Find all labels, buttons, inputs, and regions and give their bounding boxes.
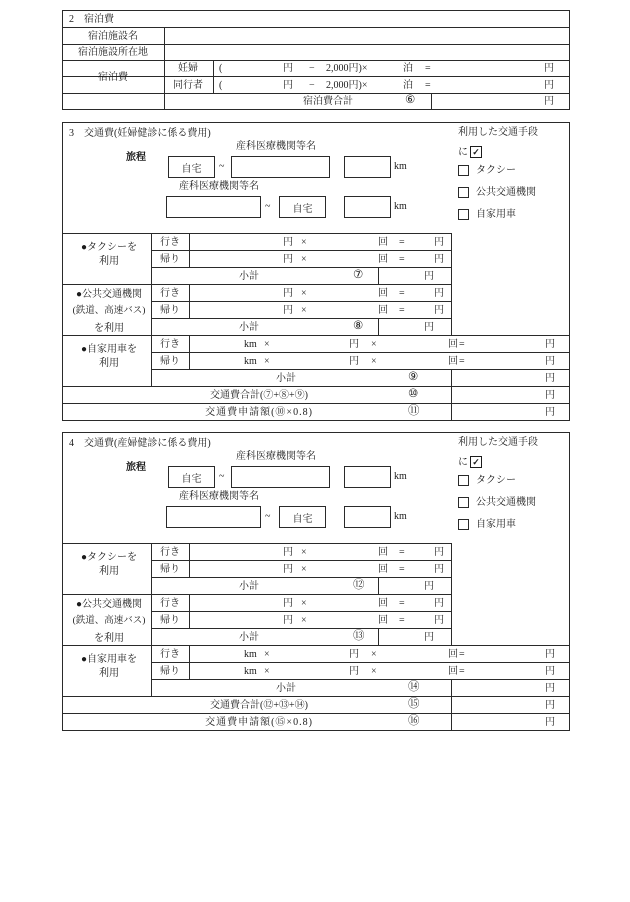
taxi-row-label: 利用	[99, 566, 119, 577]
person-type-label: 同行者	[173, 80, 203, 91]
yen-unit: 円	[283, 615, 293, 626]
itinerary-label: 旅程	[126, 152, 146, 163]
km-unit: km	[394, 511, 407, 522]
grid-line	[189, 543, 190, 577]
home-label: 自宅	[181, 163, 202, 175]
grid-line	[63, 403, 569, 404]
km-unit: km	[394, 161, 407, 172]
yen-unit: 円	[349, 649, 359, 660]
taxi-row-label: ●タクシーを	[80, 242, 138, 253]
transport-used-header: 利用した交通手段	[458, 127, 538, 138]
grid-line	[151, 611, 451, 612]
lodging-section	[62, 10, 570, 110]
count-unit: 回	[378, 288, 388, 299]
count-unit: 回	[448, 356, 458, 367]
count-unit: 回	[378, 547, 388, 558]
facility-name-header: 産科医療機関等名	[179, 491, 259, 502]
equals-sign: =	[459, 666, 465, 677]
yen-unit: 円	[349, 339, 359, 350]
back-label: 帰り	[160, 666, 180, 677]
go-label: 行き	[160, 598, 180, 609]
yen-unit: 円	[545, 339, 555, 350]
grid-line	[63, 696, 569, 697]
grid-line	[63, 713, 569, 714]
transport-total-mark: ⑩	[408, 388, 419, 400]
times-sign: ×	[301, 615, 307, 626]
subtotal-label: 小計	[239, 632, 259, 643]
grid-line	[378, 267, 379, 284]
lodging-total-input[interactable]	[433, 94, 538, 108]
yen-unit: 円	[434, 598, 444, 609]
private-car-checkbox[interactable]	[458, 519, 469, 530]
public-row-label: を利用	[94, 633, 124, 644]
times-sign: ×	[264, 649, 270, 660]
count-unit: 回	[378, 564, 388, 575]
facility-name-header: 産科医療機関等名	[236, 451, 316, 462]
equals-sign: =	[399, 547, 405, 558]
km-unit: km	[244, 339, 257, 350]
taxi-checkbox-label: タクシー	[476, 165, 516, 176]
tilde: ~	[265, 511, 271, 522]
yen-unit: 円	[434, 305, 444, 316]
facility-name-input-cell[interactable]	[165, 28, 568, 43]
count-unit: 回	[448, 666, 458, 677]
grid-line	[189, 233, 190, 267]
yen-unit: 円	[434, 254, 444, 265]
equals-sign: =	[399, 598, 405, 609]
car-row-label: ●自家用車を	[80, 344, 138, 355]
grid-line	[151, 250, 451, 251]
grid-line	[151, 369, 569, 370]
grid-line	[451, 233, 452, 335]
subtotal-label: 小計	[276, 373, 296, 384]
yen-unit: 円	[545, 700, 555, 711]
public-row-label: (鉄道、高速バス)	[72, 616, 146, 626]
transport-claim-mark: ⑯	[408, 715, 420, 727]
facility-address-label: 宿泊施設所在地	[78, 47, 148, 58]
yen-unit: 円	[424, 632, 434, 643]
grid-line	[213, 60, 214, 93]
count-unit: 回	[448, 339, 458, 350]
car-row-label: 利用	[99, 358, 119, 369]
equals-sign: =	[399, 288, 405, 299]
lodging-amount-input[interactable]	[229, 61, 279, 75]
car-subtotal-mark: ⑭	[408, 681, 420, 693]
go-label: 行き	[160, 237, 180, 248]
deduction-text: 2,000円)×	[326, 80, 368, 91]
yen-unit: 円	[283, 564, 293, 575]
count-unit: 回	[378, 615, 388, 626]
grid-line	[378, 628, 379, 645]
grid-line	[63, 335, 569, 336]
distance-input-box[interactable]	[344, 156, 391, 178]
back-label: 帰り	[160, 356, 180, 367]
public-subtotal-mark: ⑬	[353, 630, 365, 642]
yen-unit: 円	[283, 237, 293, 248]
checked-box-icon	[470, 146, 482, 158]
taxi-row-label: 利用	[99, 256, 119, 267]
times-sign: ×	[301, 305, 307, 316]
transport-used-header: 利用した交通手段	[458, 437, 538, 448]
grid-line	[451, 679, 452, 730]
yen-unit: 円	[283, 63, 293, 74]
grid-line	[378, 577, 379, 594]
back-label: 帰り	[160, 305, 180, 316]
grid-line	[63, 284, 451, 285]
grid-line	[451, 543, 452, 645]
taxi-checkbox[interactable]	[458, 475, 469, 486]
yen-unit: 円	[283, 254, 293, 265]
public-row-label: を利用	[94, 323, 124, 334]
distance-input-box[interactable]	[344, 466, 391, 488]
tilde: ~	[219, 161, 225, 172]
grid-line	[151, 577, 451, 578]
equals-sign: =	[399, 254, 405, 265]
grid-line	[431, 93, 432, 109]
home-label: 自宅	[292, 513, 313, 525]
equals-sign: =	[399, 615, 405, 626]
times-sign: ×	[301, 564, 307, 575]
subtotal-label: 小計	[276, 683, 296, 694]
yen-unit: 円	[434, 237, 444, 248]
distance-input-box[interactable]	[344, 506, 391, 528]
subtotal-label: 小計	[239, 271, 259, 282]
transport-total-label: 交通費合計(⑦+⑧+⑨)	[210, 390, 308, 401]
grid-line	[151, 543, 152, 696]
km-unit: km	[244, 649, 257, 660]
private-car-checkbox-label: 自家用車	[476, 209, 516, 220]
times-sign: ×	[264, 339, 270, 350]
transport-section-postpartum	[62, 432, 570, 731]
home-box	[279, 196, 326, 218]
deduction-text: 2,000円)×	[326, 63, 368, 74]
yen-unit: 円	[349, 666, 359, 677]
count-unit: 回	[378, 254, 388, 265]
public-transport-checkbox[interactable]	[458, 497, 469, 508]
equals-sign: =	[425, 80, 431, 91]
check-glyph: ✓	[472, 456, 480, 467]
checked-box-icon	[470, 456, 482, 468]
times-sign: ×	[301, 237, 307, 248]
nights-input[interactable]	[375, 78, 401, 92]
yen-unit: 円	[545, 649, 555, 660]
home-label: 自宅	[292, 203, 313, 215]
facility-name-header: 産科医療機関等名	[236, 141, 316, 152]
yen-unit: 円	[283, 80, 293, 91]
yen-unit: 円	[545, 683, 555, 694]
facility-name-input-box[interactable]	[166, 196, 261, 218]
minus-sign: −	[309, 80, 315, 91]
check-prefix: に	[458, 457, 468, 468]
km-unit: km	[244, 356, 257, 367]
yen-unit: 円	[434, 615, 444, 626]
person-type-label: 妊婦	[178, 63, 198, 74]
grid-line	[63, 233, 451, 234]
section-number: 2	[69, 14, 74, 25]
times-sign: ×	[264, 356, 270, 367]
grid-line	[189, 284, 190, 318]
grid-line	[151, 352, 569, 353]
taxi-subtotal-mark: ⑦	[353, 269, 364, 281]
taxi-checkbox[interactable]	[458, 165, 469, 176]
km-unit: km	[244, 666, 257, 677]
grid-line	[151, 628, 451, 629]
times-sign: ×	[371, 356, 377, 367]
facility-name-label: 宿泊施設名	[88, 31, 138, 42]
public-row-label: (鉄道、高速バス)	[72, 306, 146, 316]
grid-line	[151, 662, 569, 663]
car-subtotal-mark: ⑨	[408, 371, 419, 383]
count-unit: 回	[448, 649, 458, 660]
lodging-amount-input[interactable]	[229, 78, 279, 92]
lodging-total-label: 宿泊費合計	[303, 96, 353, 107]
public-subtotal-mark: ⑧	[353, 320, 364, 332]
grid-line	[151, 318, 451, 319]
tilde: ~	[219, 471, 225, 482]
taxi-subtotal-mark: ⑫	[353, 579, 365, 591]
transport-section-pregnancy	[62, 122, 570, 421]
public-transport-checkbox[interactable]	[458, 187, 469, 198]
km-unit: km	[394, 201, 407, 212]
count-unit: 回	[378, 237, 388, 248]
grid-line	[189, 645, 190, 679]
tilde: ~	[265, 201, 271, 212]
taxi-row-label: ●タクシーを	[80, 552, 138, 563]
yen-unit: 円	[544, 80, 554, 91]
equals-sign: =	[399, 305, 405, 316]
yen-unit: 円	[283, 305, 293, 316]
itinerary-label: 旅程	[126, 462, 146, 473]
yen-unit: 円	[544, 63, 554, 74]
section-title: 交通費(産婦健診に係る費用)	[84, 438, 211, 449]
times-sign: ×	[301, 254, 307, 265]
yen-unit: 円	[283, 547, 293, 558]
equals-sign: =	[459, 356, 465, 367]
equals-sign: =	[399, 237, 405, 248]
nights-unit: 泊	[403, 80, 413, 91]
times-sign: ×	[371, 649, 377, 660]
grid-line	[63, 594, 451, 595]
open-paren: (	[219, 80, 223, 91]
grid-line	[151, 301, 451, 302]
transport-claim-label: 交通費申請額(⑩×0.8)	[205, 407, 313, 418]
yen-unit: 円	[434, 564, 444, 575]
minus-sign: −	[309, 63, 315, 74]
go-label: 行き	[160, 547, 180, 558]
back-label: 帰り	[160, 615, 180, 626]
times-sign: ×	[371, 339, 377, 350]
yen-unit: 円	[349, 356, 359, 367]
public-row-label: ●公共交通機関	[75, 599, 143, 610]
grid-line	[63, 60, 569, 61]
go-label: 行き	[160, 288, 180, 299]
grid-line	[63, 543, 451, 544]
facility-name-header: 産科医療機関等名	[179, 181, 259, 192]
equals-sign: =	[459, 339, 465, 350]
grid-line	[151, 267, 451, 268]
equals-sign: =	[459, 649, 465, 660]
home-box	[168, 466, 215, 488]
check-prefix: に	[458, 147, 468, 158]
public-row-label: ●公共交通機関	[75, 289, 143, 300]
equals-sign: =	[399, 564, 405, 575]
count-unit: 回	[378, 305, 388, 316]
car-row-label: ●自家用車を	[80, 654, 138, 665]
facility-name-input-box[interactable]	[166, 506, 261, 528]
times-sign: ×	[371, 666, 377, 677]
nights-unit: 泊	[403, 63, 413, 74]
yen-unit: 円	[545, 390, 555, 401]
km-unit: km	[394, 471, 407, 482]
grid-line	[151, 560, 451, 561]
grid-line	[189, 594, 190, 628]
transport-claim-label: 交通費申請額(⑮×0.8)	[205, 717, 313, 728]
facility-address-input-cell[interactable]	[165, 45, 568, 59]
yen-unit: 円	[545, 356, 555, 367]
transport-total-label: 交通費合計(⑫+⑬+⑭)	[210, 700, 308, 711]
grid-line	[63, 645, 569, 646]
yen-unit: 円	[424, 271, 434, 282]
facility-name-input-box[interactable]	[231, 156, 330, 178]
yen-unit: 円	[545, 407, 555, 418]
yen-unit: 円	[283, 288, 293, 299]
private-car-checkbox[interactable]	[458, 209, 469, 220]
lodging-total-mark: ⑥	[405, 94, 416, 106]
home-box	[168, 156, 215, 178]
equals-sign: =	[425, 63, 431, 74]
facility-name-input-box[interactable]	[231, 466, 330, 488]
public-transport-checkbox-label: 公共交通機関	[476, 187, 536, 198]
grid-line	[451, 369, 452, 420]
back-label: 帰り	[160, 564, 180, 575]
go-label: 行き	[160, 649, 180, 660]
section-title: 交通費(妊婦健診に係る費用)	[84, 128, 211, 139]
home-label: 自宅	[181, 473, 202, 485]
check-glyph: ✓	[472, 146, 480, 157]
grid-line	[189, 335, 190, 369]
distance-input-box[interactable]	[344, 196, 391, 218]
public-transport-checkbox-label: 公共交通機関	[476, 497, 536, 508]
grid-line	[151, 233, 152, 386]
grid-line	[63, 386, 569, 387]
open-paren: (	[219, 63, 223, 74]
times-sign: ×	[301, 547, 307, 558]
yen-unit: 円	[545, 717, 555, 728]
section-number: 4	[69, 438, 74, 449]
grid-line	[378, 318, 379, 335]
taxi-checkbox-label: タクシー	[476, 475, 516, 486]
transport-total-mark: ⑮	[408, 698, 420, 710]
times-sign: ×	[301, 288, 307, 299]
count-unit: 回	[378, 598, 388, 609]
nights-input[interactable]	[375, 61, 401, 75]
home-box	[279, 506, 326, 528]
car-row-label: 利用	[99, 668, 119, 679]
yen-unit: 円	[544, 96, 554, 107]
yen-unit: 円	[283, 598, 293, 609]
yen-unit: 円	[424, 581, 434, 592]
go-label: 行き	[160, 339, 180, 350]
grid-line	[151, 679, 569, 680]
yen-unit: 円	[434, 288, 444, 299]
subtotal-label: 小計	[239, 581, 259, 592]
section-number: 3	[69, 128, 74, 139]
section-title: 宿泊費	[84, 14, 114, 25]
yen-unit: 円	[545, 373, 555, 384]
yen-unit: 円	[434, 547, 444, 558]
times-sign: ×	[301, 598, 307, 609]
times-sign: ×	[264, 666, 270, 677]
back-label: 帰り	[160, 254, 180, 265]
private-car-checkbox-label: 自家用車	[476, 519, 516, 530]
transport-claim-mark: ⑪	[408, 405, 420, 417]
yen-unit: 円	[545, 666, 555, 677]
subtotal-label: 小計	[239, 322, 259, 333]
grid-line	[63, 76, 569, 77]
lodging-fee-label: 宿泊費	[98, 72, 128, 83]
yen-unit: 円	[424, 322, 434, 333]
